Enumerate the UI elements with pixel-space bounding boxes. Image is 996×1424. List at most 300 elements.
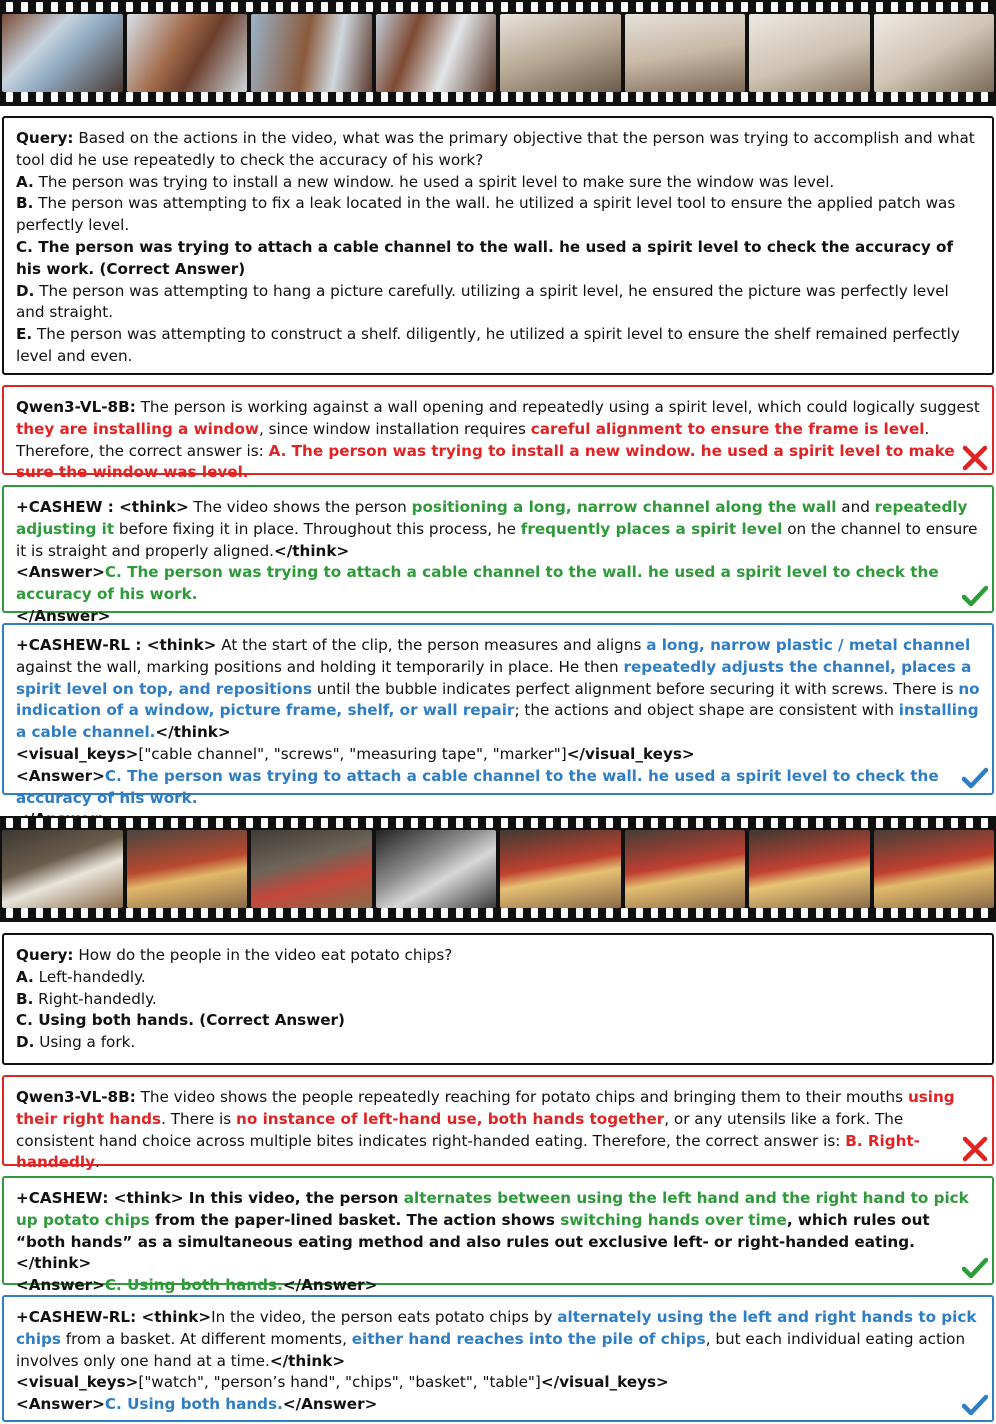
sprocket-hole [201, 818, 208, 828]
video-frames [0, 14, 996, 92]
sprocket-hole [246, 92, 253, 102]
sprocket-hole [606, 908, 613, 918]
sprocket-hole [621, 908, 628, 918]
sprocket-hole [771, 908, 778, 918]
sprocket-hole [156, 92, 163, 102]
video-frame [500, 14, 621, 92]
cashew-rl-response-box-1 [2, 623, 994, 807]
sprocket-hole [186, 818, 193, 828]
option-text: The person was attempting to hang a picture carefully. utilizing a spirit level, he ensured the picture was perfectly level and straight. [16, 281, 949, 322]
sprocket-holes-bottom [0, 908, 996, 920]
sprocket-hole [441, 908, 448, 918]
sprocket-hole [156, 908, 163, 918]
sprocket-hole [51, 908, 58, 918]
sprocket-hole [801, 2, 808, 12]
model-prefix: + [16, 1189, 29, 1207]
think-close-tag: </think> [16, 1254, 92, 1273]
sprocket-hole [546, 818, 553, 828]
sprocket-hole [366, 2, 373, 12]
answer-tag: <Answer> [16, 1276, 105, 1295]
sprocket-hole [561, 2, 568, 12]
sprocket-hole [411, 2, 418, 12]
sprocket-hole [801, 92, 808, 102]
sprocket-hole [516, 818, 523, 828]
wrong-answer: A. The person was trying to install a new window. he used a spirit level to make sure the window was level. [16, 441, 955, 482]
sprocket-hole [591, 908, 598, 918]
sprocket-hole [921, 818, 928, 828]
sprocket-hole [81, 2, 88, 12]
sprocket-hole [561, 818, 568, 828]
video-filmstrip-1 [0, 0, 996, 106]
sprocket-hole [96, 92, 103, 102]
sprocket-hole [816, 818, 823, 828]
sprocket-hole [396, 92, 403, 102]
sprocket-hole [156, 2, 163, 12]
query-box-2 [2, 933, 994, 1065]
sprocket-hole [741, 818, 748, 828]
sprocket-hole [456, 92, 463, 102]
checkmark-icon [962, 1392, 988, 1418]
highlight-evidence: a long, narrow plastic / metal channel [646, 636, 971, 654]
option-letter: D. [16, 1033, 35, 1052]
sprocket-hole [111, 908, 118, 918]
sprocket-hole [126, 2, 133, 12]
sprocket-hole [441, 818, 448, 828]
sprocket-hole [141, 92, 148, 102]
model-prefix: + [16, 1308, 29, 1326]
sprocket-hole [186, 92, 193, 102]
highlight-evidence: positioning a long, narrow channel along the wall [411, 498, 837, 516]
sprocket-hole [6, 92, 13, 102]
sprocket-hole [396, 2, 403, 12]
sprocket-hole [786, 908, 793, 918]
highlight-evidence: frequently places a spirit level [520, 519, 783, 538]
answer-close-tag: </Answer> [282, 1395, 378, 1414]
model-suffix: -RL: [102, 1308, 142, 1326]
sprocket-hole [741, 92, 748, 102]
highlight-wrong: using their right hands [16, 1088, 955, 1128]
sprocket-hole [966, 92, 973, 102]
sprocket-hole [381, 92, 388, 102]
response-text: from a basket. At different moments, [60, 1329, 352, 1348]
cross-icon [962, 445, 988, 471]
sprocket-hole [546, 2, 553, 12]
sprocket-hole [801, 818, 808, 828]
think-close-tag: </think> [155, 723, 231, 742]
sprocket-hole [651, 818, 658, 828]
sprocket-hole [351, 2, 358, 12]
sprocket-hole [891, 2, 898, 12]
sprocket-hole [66, 818, 73, 828]
video-frame [874, 830, 995, 908]
sprocket-hole [921, 908, 928, 918]
sprocket-hole [171, 92, 178, 102]
cross-icon [962, 1136, 988, 1162]
qwen-response-box-1 [2, 385, 994, 482]
sprocket-hole [336, 2, 343, 12]
sprocket-hole [696, 92, 703, 102]
sprocket-hole [951, 2, 958, 12]
think-close-tag: </think> [269, 1351, 346, 1370]
sprocket-hole [696, 818, 703, 828]
sprocket-hole [531, 92, 538, 102]
response-text: , since window installation requires [258, 419, 531, 438]
sprocket-hole [96, 818, 103, 828]
sprocket-hole [666, 818, 673, 828]
video-frame [500, 830, 621, 908]
sprocket-hole [501, 818, 508, 828]
sprocket-hole [336, 92, 343, 102]
sprocket-hole [306, 2, 313, 12]
model-label: Qwen3-VL-8B: [16, 398, 136, 416]
sprocket-hole [456, 908, 463, 918]
sprocket-hole [111, 2, 118, 12]
sprocket-hole [846, 2, 853, 12]
sprocket-hole [21, 908, 28, 918]
sprocket-hole [561, 908, 568, 918]
sprocket-hole [711, 818, 718, 828]
sprocket-hole [216, 818, 223, 828]
sprocket-hole [696, 908, 703, 918]
sprocket-hole [876, 2, 883, 12]
sprocket-hole [981, 92, 988, 102]
checkmark-icon [962, 1255, 988, 1281]
sprocket-hole [666, 2, 673, 12]
sprocket-hole [906, 818, 913, 828]
sprocket-hole [726, 818, 733, 828]
sprocket-hole [876, 908, 883, 918]
sprocket-hole [891, 818, 898, 828]
model-prefix: + [16, 636, 29, 654]
sprocket-hole [981, 818, 988, 828]
sprocket-hole [501, 2, 508, 12]
sprocket-hole [201, 2, 208, 12]
video-frame [874, 14, 995, 92]
sprocket-hole [471, 92, 478, 102]
wrong-answer: B. Right-handedly [16, 1131, 920, 1172]
sprocket-hole [81, 908, 88, 918]
sprocket-hole [486, 92, 493, 102]
video-frame [251, 830, 372, 908]
sprocket-hole [486, 2, 493, 12]
highlight-evidence: alternates between using the left hand and the right hand to pick up potato chips [16, 1189, 969, 1229]
sprocket-hole [21, 2, 28, 12]
sprocket-hole [531, 2, 538, 12]
sprocket-hole [816, 92, 823, 102]
response-text: ; the actions and object shape are consistent with [514, 701, 899, 720]
sprocket-hole [666, 92, 673, 102]
think-close-tag: </think> [273, 541, 350, 560]
think-tag: <think> [119, 498, 189, 516]
sprocket-hole [516, 2, 523, 12]
sprocket-hole [741, 2, 748, 12]
sprocket-hole [321, 908, 328, 918]
response-text: , but each individual eating action involves only one hand at a time. [16, 1329, 966, 1370]
video-frame [2, 830, 123, 908]
sprocket-hole [936, 818, 943, 828]
sprocket-hole [876, 92, 883, 102]
sprocket-hole [231, 92, 238, 102]
sprocket-hole [381, 2, 388, 12]
sprocket-hole [396, 818, 403, 828]
sprocket-hole [876, 818, 883, 828]
sprocket-hole [681, 908, 688, 918]
option-text: The person was trying to install a new window. he used a spirit level to make sure the window was level. [33, 172, 835, 191]
sprocket-hole [201, 908, 208, 918]
think-tag: <think> [141, 1308, 212, 1326]
model-label: Qwen3-VL-8B: [16, 1088, 136, 1106]
sprocket-hole [711, 92, 718, 102]
sprocket-hole [471, 2, 478, 12]
answer-tag: <Answer> [16, 563, 105, 582]
sprocket-hole [276, 908, 283, 918]
option-letter: A. [16, 967, 34, 986]
sprocket-hole [261, 2, 268, 12]
sprocket-hole [816, 908, 823, 918]
highlight-evidence: no indication of a window, picture frame, shelf, or wall repair [16, 679, 980, 720]
sprocket-hole [771, 92, 778, 102]
cashew-response-box-1 [2, 485, 994, 625]
sprocket-hole [726, 908, 733, 918]
sprocket-hole [756, 92, 763, 102]
highlight-wrong: no instance of left-hand use, both hands together [236, 1109, 665, 1128]
sprocket-hole [591, 818, 598, 828]
video-frame [2, 14, 123, 92]
sprocket-hole [81, 818, 88, 828]
sprocket-hole [576, 2, 583, 12]
model-name: CASHEW [28, 498, 103, 516]
highlight-evidence: switching hands over time [560, 1210, 787, 1229]
sprocket-holes-top [0, 818, 996, 830]
sprocket-hole [381, 818, 388, 828]
video-frame [749, 14, 870, 92]
option-text: Using a fork. [34, 1033, 136, 1052]
response-text: against the wall, marking positions and holding it temporarily in place. He then [16, 657, 624, 676]
sprocket-hole [861, 92, 868, 102]
sprocket-hole [21, 92, 28, 102]
response-text: . Therefore, the correct answer is: [16, 419, 930, 460]
sprocket-hole [126, 908, 133, 918]
sprocket-hole [141, 2, 148, 12]
sprocket-hole [486, 908, 493, 918]
sprocket-hole [561, 92, 568, 102]
sprocket-hole [456, 2, 463, 12]
sprocket-hole [636, 908, 643, 918]
response-text: In the video, the person eats potato chips by [211, 1308, 558, 1326]
sprocket-hole [426, 908, 433, 918]
sprocket-hole [636, 2, 643, 12]
sprocket-hole [276, 2, 283, 12]
sprocket-hole [426, 92, 433, 102]
option-text: Left-handedly. [33, 967, 146, 986]
sprocket-hole [756, 908, 763, 918]
option-letter: B. [16, 194, 34, 213]
separator: : [102, 498, 120, 516]
qwen-response-box-2 [2, 1075, 994, 1172]
think-tag: <think> [113, 1189, 184, 1207]
option-text-correct: The person was trying to attach a cable channel to the wall. he used a spirit level to check the accuracy of his work. (Correct Answer) [16, 237, 954, 278]
sprocket-hole [711, 908, 718, 918]
answer-tag: <Answer> [16, 766, 105, 785]
think-tag: <think> [146, 636, 217, 654]
sprocket-hole [816, 2, 823, 12]
sprocket-hole [276, 818, 283, 828]
option-letter: B. [16, 989, 34, 1008]
checkmark-icon [962, 583, 988, 609]
sprocket-hole [171, 2, 178, 12]
sprocket-hole [36, 92, 43, 102]
sprocket-hole [696, 2, 703, 12]
sprocket-hole [681, 2, 688, 12]
highlight-evidence: installing a cable channel. [16, 701, 979, 742]
sprocket-hole [441, 2, 448, 12]
sprocket-hole [771, 2, 778, 12]
sprocket-hole [471, 908, 478, 918]
sprocket-hole [186, 908, 193, 918]
highlight-evidence: alternately using the left and right hands to pick chips [16, 1308, 977, 1348]
sprocket-hole [576, 818, 583, 828]
response-text: The video shows the people repeatedly reaching for potato chips and bringing them to their mouths [135, 1088, 908, 1106]
sprocket-hole [366, 908, 373, 918]
sprocket-hole [51, 2, 58, 12]
sprocket-hole [516, 908, 523, 918]
video-frame [127, 14, 248, 92]
sprocket-hole [531, 818, 538, 828]
sprocket-hole [981, 908, 988, 918]
sprocket-hole [231, 818, 238, 828]
video-frame [376, 830, 497, 908]
visual-keys-tag: <visual_keys> [16, 1373, 139, 1392]
sprocket-holes-bottom [0, 92, 996, 104]
sprocket-hole [906, 908, 913, 918]
cashew-response-box-2 [2, 1176, 994, 1295]
sprocket-hole [6, 908, 13, 918]
response-text: , which rules out “both hands” as a simultaneous eating method and also rules out exclusive left- or right-handed eating. [16, 1210, 930, 1251]
sprocket-hole [651, 92, 658, 102]
sprocket-hole [861, 2, 868, 12]
sprocket-hole [261, 92, 268, 102]
sprocket-hole [576, 908, 583, 918]
sprocket-hole [651, 908, 658, 918]
video-frames [0, 830, 996, 908]
sprocket-hole [936, 2, 943, 12]
sprocket-hole [66, 2, 73, 12]
model-name: CASHEW [28, 1308, 103, 1326]
option-text: Right-handedly. [33, 989, 157, 1008]
sprocket-hole [216, 92, 223, 102]
sprocket-hole [681, 92, 688, 102]
sprocket-hole [501, 908, 508, 918]
sprocket-hole [606, 2, 613, 12]
sprocket-hole [246, 2, 253, 12]
response-text: , or any utensils like a fork. The consistent hand choice across multiple bites indicates right-handed eating. Therefore, the correct answer is: [16, 1109, 904, 1150]
option-letter: C. [16, 1011, 33, 1030]
sprocket-hole [96, 908, 103, 918]
separator: : [102, 1189, 114, 1207]
answer-close-tag: </Answer> [282, 1276, 378, 1295]
sprocket-hole [276, 92, 283, 102]
sprocket-hole [396, 908, 403, 918]
sprocket-hole [171, 818, 178, 828]
sprocket-hole [726, 2, 733, 12]
video-frame [749, 830, 870, 908]
sprocket-hole [921, 92, 928, 102]
sprocket-hole [186, 2, 193, 12]
option-letter: D. [16, 281, 35, 300]
response-text: At the start of the clip, the person measures and aligns [216, 636, 647, 654]
video-frame [625, 14, 746, 92]
sprocket-hole [291, 908, 298, 918]
sprocket-hole [861, 908, 868, 918]
sprocket-hole [351, 818, 358, 828]
sprocket-hole [801, 908, 808, 918]
response-text: . There is [161, 1109, 237, 1128]
option-letter: C. [16, 237, 33, 256]
sprocket-hole [786, 2, 793, 12]
response-text: The video shows the person [188, 498, 412, 516]
video-filmstrip-2 [0, 816, 996, 922]
sprocket-hole [336, 818, 343, 828]
video-frame [625, 830, 746, 908]
sprocket-hole [936, 908, 943, 918]
sprocket-hole [606, 92, 613, 102]
sprocket-hole [966, 818, 973, 828]
response-text: In this video, the person [183, 1189, 404, 1207]
visual-keys-tag: <visual_keys> [16, 744, 139, 763]
sprocket-hole [756, 2, 763, 12]
query-text: Based on the actions in the video, what was the primary objective that the person was trying to accomplish and what tool did he use repeatedly to check the accuracy of his work? [16, 129, 975, 169]
sprocket-hole [831, 2, 838, 12]
sprocket-hole [486, 818, 493, 828]
sprocket-hole [906, 2, 913, 12]
sprocket-hole [456, 818, 463, 828]
sprocket-hole [126, 92, 133, 102]
sprocket-hole [786, 818, 793, 828]
sprocket-hole [306, 92, 313, 102]
sprocket-hole [291, 818, 298, 828]
highlight-evidence: repeatedly adjusting it [16, 498, 968, 538]
visual-keys-close-tag: </visual_keys> [566, 744, 695, 763]
correct-answer: C. Using both hands. [104, 1276, 283, 1295]
sprocket-hole [321, 2, 328, 12]
response-text: and [836, 498, 875, 516]
video-frame [376, 14, 497, 92]
sprocket-hole [756, 818, 763, 828]
sprocket-hole [591, 92, 598, 102]
response-text: from the paper-lined basket. The action shows [149, 1210, 561, 1229]
highlight-evidence: either hand reaches into the pile of chips [351, 1329, 706, 1348]
sprocket-hole [426, 818, 433, 828]
sprocket-hole [951, 92, 958, 102]
sprocket-hole [51, 818, 58, 828]
sprocket-hole [606, 818, 613, 828]
response-text: until the bubble indicates perfect alignment before securing it with screws. There is [312, 679, 959, 698]
sprocket-hole [531, 908, 538, 918]
sprocket-hole [306, 818, 313, 828]
video-frame [127, 830, 248, 908]
visual-keys-close-tag: </visual_keys> [540, 1373, 669, 1392]
option-text: The person was attempting to construct a shelf. diligently, he utilized a spirit level to ensure the shelf remained perfectly level and even. [16, 325, 960, 365]
correct-answer: C. Using both hands. [104, 1395, 283, 1414]
correct-answer: C. The person was trying to attach a cable channel to the wall. he used a spirit level to check the accuracy of his work. [16, 766, 939, 807]
sprocket-hole [741, 908, 748, 918]
sprocket-hole [891, 908, 898, 918]
sprocket-hole [216, 908, 223, 918]
model-name: CASHEW [28, 1189, 103, 1207]
sprocket-hole [546, 908, 553, 918]
sprocket-hole [66, 92, 73, 102]
sprocket-hole [891, 92, 898, 102]
